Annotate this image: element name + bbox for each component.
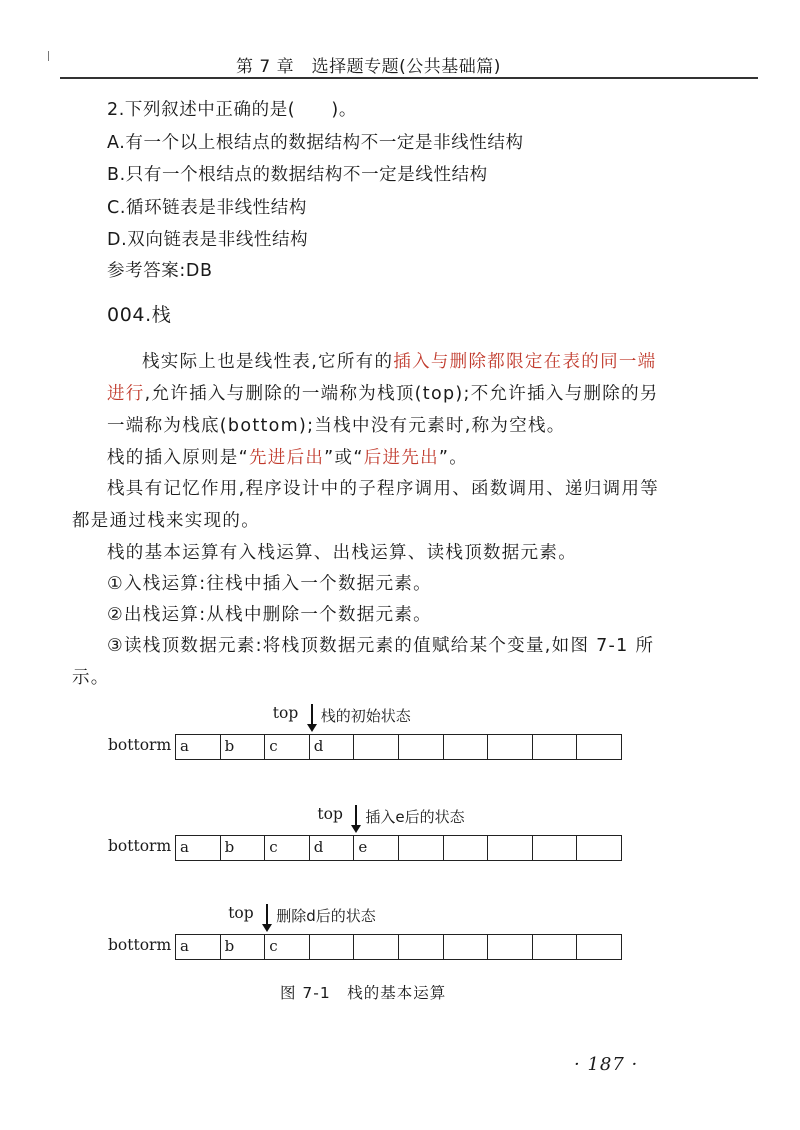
- p1-text-b: ,允许插入与删除的一端称为栈顶(top);不允许插入与删除的另一端称为栈底(bottom);当栈中没有元素时,称为空栈。: [107, 384, 659, 436]
- paragraph-2: [107, 442, 669, 474]
- top-label: top: [317, 805, 343, 823]
- state-label: 栈的初始状态: [320, 707, 411, 725]
- top-label: top: [228, 904, 254, 922]
- stack-cell: [487, 934, 533, 960]
- stack-cell: [309, 934, 355, 960]
- top-pointer-arrow: [311, 704, 313, 726]
- bottom-label: bottorm: [108, 736, 172, 754]
- stack-cell: [398, 934, 444, 960]
- stack-cell: [398, 734, 444, 760]
- chapter-title: 第 7 章 选择题专题(公共基础篇): [236, 57, 501, 77]
- stack-cell: [532, 835, 578, 861]
- paragraph-7: ③读栈顶数据元素:将栈顶数据元素的值赋给某个变量,如图 7-1 所示。: [72, 636, 655, 688]
- p1-text-a: 栈实际上也是线性表,它所有的: [142, 352, 394, 372]
- stack-cell: [398, 835, 444, 861]
- p2-text-b: ”或“: [324, 448, 364, 468]
- p2-highlight-2: 后进先出: [363, 448, 439, 468]
- top-label: top: [272, 704, 299, 722]
- stack-cell: [443, 835, 489, 861]
- page-header: [0, 44, 800, 84]
- stack-cell: [487, 835, 533, 861]
- paragraph-4: 栈的基本运算有入栈运算、出栈运算、读栈顶数据元素。: [107, 543, 577, 563]
- stack-cell: [443, 734, 489, 760]
- stack-cell: d: [309, 734, 355, 760]
- stack-cell: a: [175, 934, 221, 960]
- option-b: B.只有一个根结点的数据结构不一定是线性结构: [107, 165, 488, 185]
- question-stem: 2.下列叙述中正确的是( )。: [107, 100, 357, 120]
- top-pointer-arrow: [355, 805, 357, 827]
- page-number: · 187 ·: [574, 1054, 639, 1075]
- p2-text-c: ”。: [438, 448, 469, 468]
- option-a: A.有一个以上根结点的数据结构不一定是非线性结构: [107, 133, 524, 153]
- stack-cell: e: [353, 835, 399, 861]
- stack-cell: d: [309, 835, 355, 861]
- stack-cell: [353, 934, 399, 960]
- stack-cell: c: [264, 835, 310, 861]
- paragraph-6: ②出栈运算:从栈中删除一个数据元素。: [107, 605, 432, 625]
- stack-cell: [532, 734, 578, 760]
- paragraph-5: ①入栈运算:往栈中插入一个数据元素。: [107, 574, 432, 594]
- stack-cell: c: [264, 934, 310, 960]
- p2-highlight-1: 先进后出: [248, 448, 325, 468]
- stack-cell: [443, 934, 489, 960]
- header-rule: [60, 77, 758, 79]
- figure-caption: 图 7-1 栈的基本运算: [280, 984, 447, 1002]
- section-title: 004.栈: [107, 304, 172, 326]
- bottom-label: bottorm: [108, 837, 172, 855]
- stack-cell: b: [220, 835, 266, 861]
- top-pointer-arrow: [266, 904, 268, 926]
- stack-cell: [487, 734, 533, 760]
- paragraph-3: 栈具有记忆作用,程序设计中的子程序调用、函数调用、递归调用等都是通过栈来实现的。: [72, 479, 660, 531]
- stack-cell: [532, 934, 578, 960]
- state-label: 插入e后的状态: [365, 808, 465, 826]
- stack-cell: a: [175, 835, 221, 861]
- state-label: 删除d后的状态: [276, 907, 376, 925]
- stack-cell: c: [264, 734, 310, 760]
- paragraph-1: [107, 346, 669, 442]
- p2-text-a: 栈的插入原则是“: [107, 448, 249, 468]
- bottom-label: bottorm: [108, 936, 172, 954]
- answer: 参考答案:DB: [107, 261, 213, 281]
- stack-cell: [353, 734, 399, 760]
- stack-cell: a: [175, 734, 221, 760]
- p1-highlight: 插入与删除都限定在表的同一端进行: [107, 352, 657, 404]
- stack-cell: [576, 734, 622, 760]
- stack-cell: [576, 835, 622, 861]
- stack-cell: b: [220, 934, 266, 960]
- option-d: D.双向链表是非线性结构: [107, 230, 309, 250]
- option-c: C.循环链表是非线性结构: [107, 198, 307, 218]
- stack-cell: [576, 934, 622, 960]
- stack-cell: b: [220, 734, 266, 760]
